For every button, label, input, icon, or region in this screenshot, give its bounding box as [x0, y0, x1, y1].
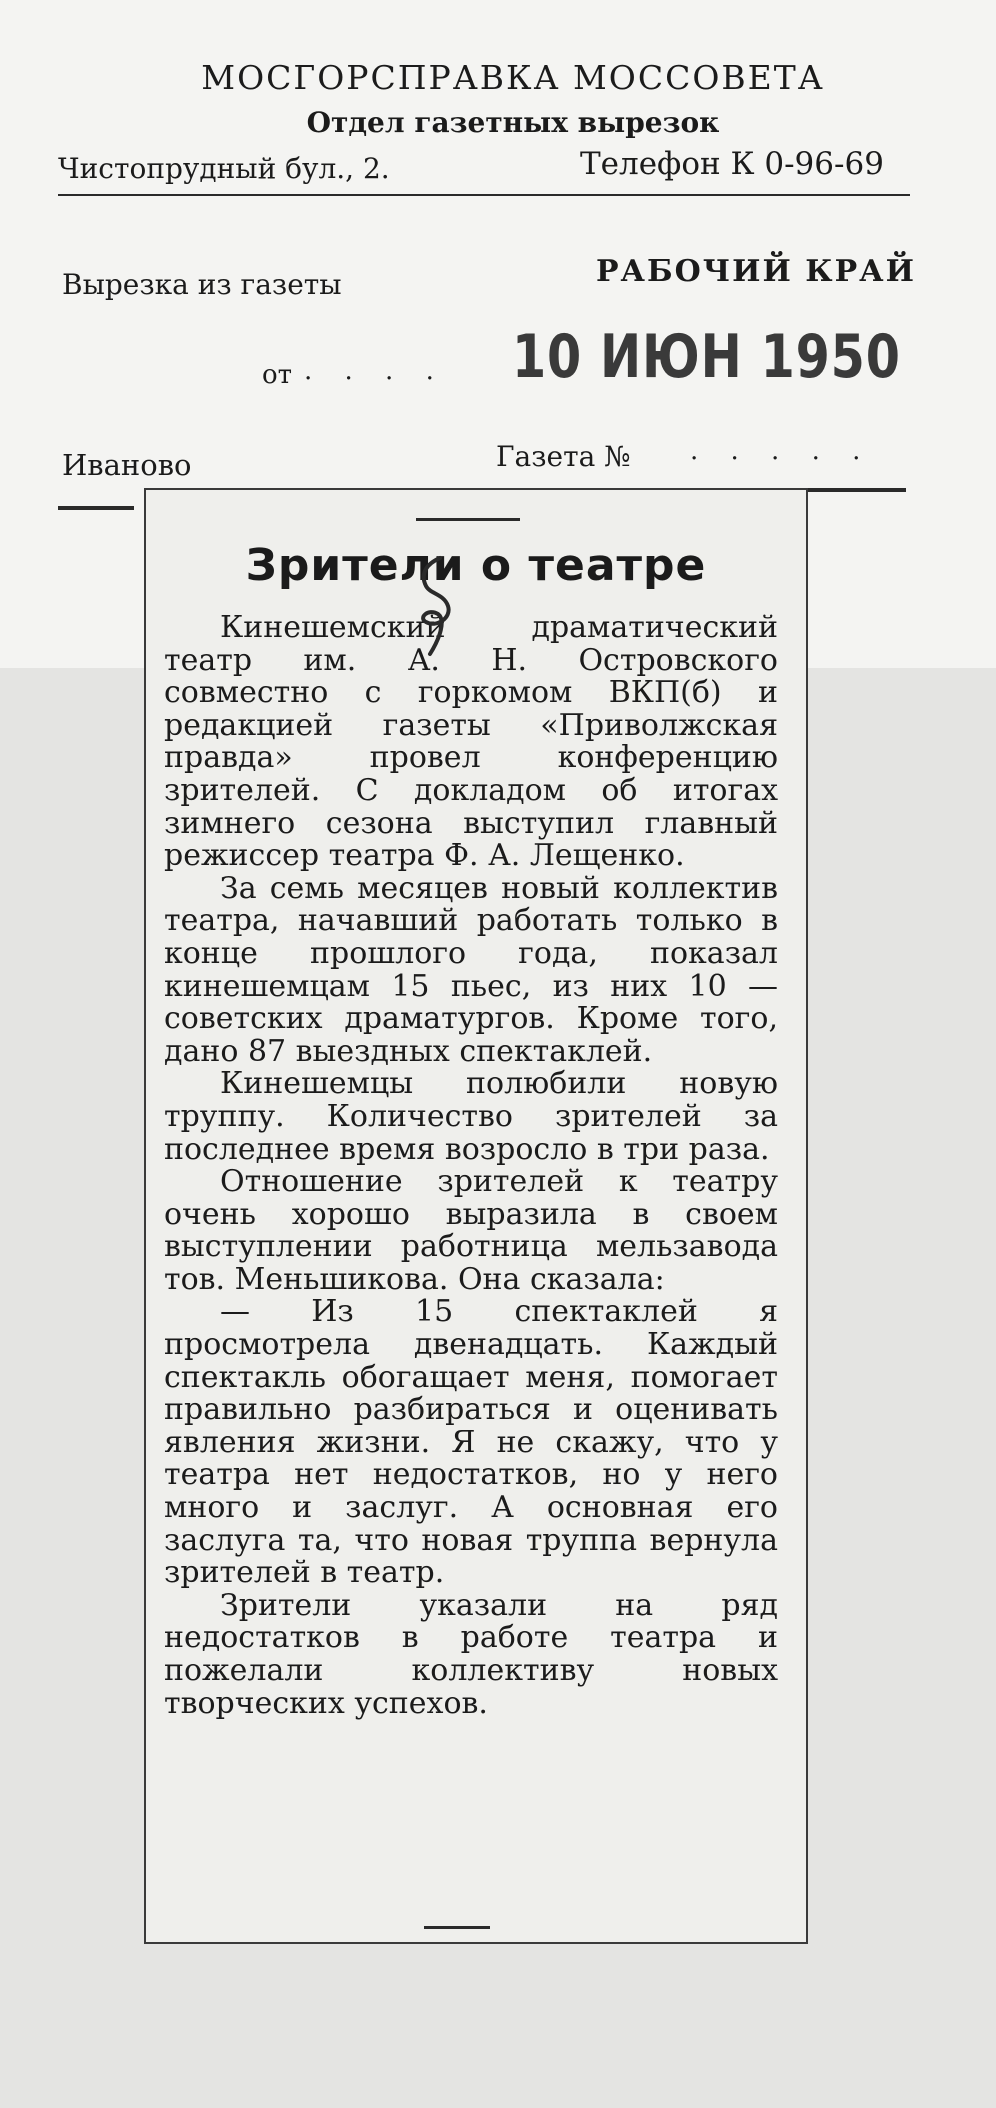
- address: Чистопрудный бул., 2.: [58, 152, 390, 185]
- newspaper-clipping: [144, 488, 808, 1944]
- article-paragraph: Зрители указали на ряд недостатков в работе театра и пожелали коллективу новых творческих успехов.: [164, 1587, 778, 1721]
- pen-mark-icon: [400, 552, 470, 662]
- department-title: Отдел газетных вырезок: [306, 106, 720, 139]
- article-paragraph: За семь месяцев новый коллектив театра, начавший работать только в конце прошлого года, показал кинешемцам 15 пьес, из них 10 — советских драматургов. Кроме того, дано 87 выездных спектаклей.: [164, 870, 778, 1069]
- header-divider: [58, 194, 910, 196]
- organization-title: МОСГОРСПРАВКА МОССОВЕТА: [201, 58, 825, 97]
- date-stamp: 10 ИЮН 1950: [512, 322, 901, 392]
- article-body: [164, 612, 778, 1720]
- cut-label: Вырезка из газеты: [62, 268, 342, 301]
- article-title: Зрители о театре: [245, 540, 707, 591]
- article-paragraph: — Из 15 спектаклей я просмотрела двенадцать. Каждый спектакль обогащает меня, помогает правильно разбираться и оценивать явления жизни. Я не скажу, что у театра нет недостатков, но у него много и заслуг. А основная его заслуга та, что новая труппа вернула зрителей в театр.: [164, 1294, 778, 1591]
- date-label: от: [262, 360, 293, 390]
- date-dots: . . . .: [304, 356, 446, 386]
- city-name: Иваново: [62, 448, 192, 482]
- newspaper-name: РАБОЧИЙ КРАЙ: [596, 254, 916, 289]
- clipping-top-rule: [416, 518, 520, 521]
- clipping-bottom-rule: [424, 1926, 490, 1929]
- article-paragraph: Кинешемцы полюбили новую труппу. Количество зрителей за последнее время возросло в три раза.: [164, 1066, 778, 1167]
- phone-number: Телефон К 0-96-69: [580, 146, 884, 182]
- form-divider-left: [58, 506, 134, 510]
- gazeta-number-label: Газета №: [496, 440, 631, 473]
- article-paragraph: Отношение зрителей к театру очень хорошо выразила в своем выступлении работница мельзавода тов. Меньшикова. Она сказала:: [164, 1164, 778, 1297]
- gazeta-number-dots: . . . . .: [690, 436, 873, 466]
- article-paragraph: Кинешемский драматический театр им. А. Н. Островского совместно с горкомом ВКП(б) и редакцией газеты «Приволжская правда» провел конференцию зрителей. С докладом об итогах зимнего сезона выступил главный режиссер театра Ф. А. Лещенко.: [164, 610, 778, 874]
